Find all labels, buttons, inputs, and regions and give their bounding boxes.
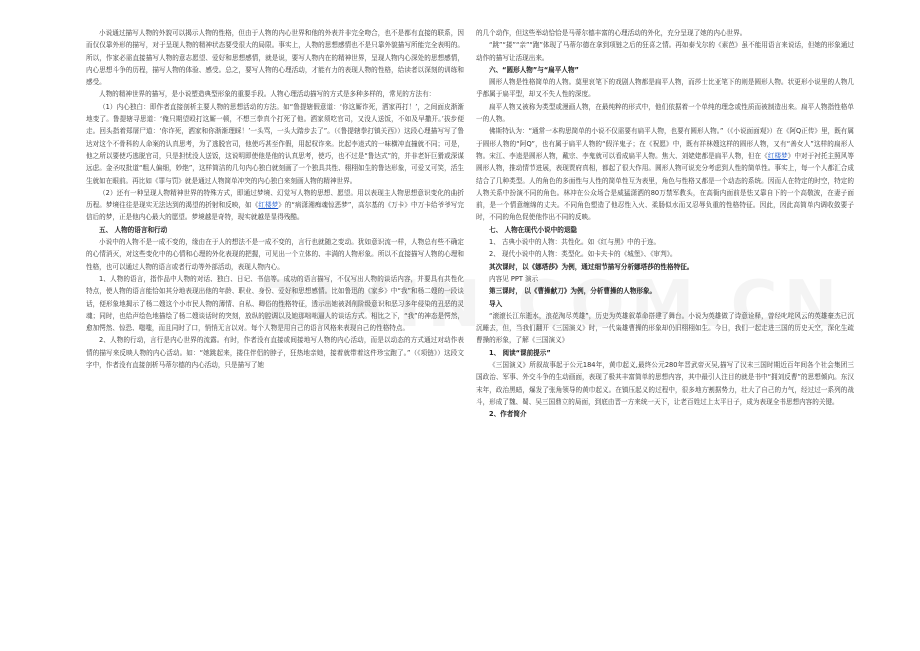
section-heading: 五、 人物的语言和行动 — [99, 225, 168, 234]
section-heading: 六、“圆形人物”与“扁平人物” — [489, 65, 579, 74]
paragraph: 扁平人物又被称为类型或漫画人物，在最纯粹的形式中，他们依据着一个单纯的理念或性质而被制造出来。扁平人物指性格单一的人物。 — [476, 102, 854, 124]
text-run: 佛斯特认为：“通常一本构思简单的小说不仅需要有扁平人物，也要有圆形人物。”（《小说面面观》）在《阿Q正传》里，既有属于圆形人物的“阿Q”，也有属于扁平人物的“假洋鬼子；在《祝愿》中，既有祥林嫂这样的圆形人物，又有“善女人”这样的扁形人物。宋江、李逵是圆形人物，戴宗、李鬼就可以看成扁平人物。焦大、刘姥姥都是扁平人物，但在《 — [476, 127, 854, 160]
lesson-heading: 其次课时，以《娜塔莎》为例，通过细节描写分析娜塔莎的性格特征。 — [489, 262, 694, 271]
right-column — [476, 27, 854, 421]
paragraph: “跳”“搂”“亲”“跑”体现了马蒂尔德在拿到项链之后的狂喜之情。再如泰戈尔的《素芭》虽不能用语言来说话，但她的形象通过动作的描写让活现出来。 — [476, 41, 854, 62]
hongloumeng-link[interactable]: 红楼梦 — [767, 151, 788, 160]
paragraph: 的几个动作，但这些举动恰恰是马蒂尔德丰富的心理活动的外化，充分呈现了她的内心世界。 — [476, 29, 747, 37]
list-item: 2、 现代小说中的人物：类型化。如卡夫卡的《城堡》、《审判》。 — [489, 250, 677, 259]
hongloumeng-link[interactable]: 红楼梦 — [258, 201, 279, 210]
paragraph: 小说中的人物不是一成不变的，缘由在于人的想法不是一成不变的，言行也就随之变动。犹如意识流一样，人物总有些不确定的心情消灭，对这些变化中的心情和心理的外化表现的把握，可见出一个立体的、丰满的人物形象。所以不直接描写人物的心理和性格，也可以通过人物的语言或者行动等外部活动，表现人物内心。 — [86, 238, 464, 271]
list-item: 1、 古典小说中的人物：共性化。如《红与黑》中的于连。 — [489, 238, 661, 247]
left-column — [86, 27, 464, 371]
note: 内容见 PPT 演示 — [489, 274, 539, 283]
subheading: 导入 — [489, 299, 503, 308]
paragraph: 人物的精神世界的描写，是小说塑造典型形象的重要手段。人物心理活动描写的方式是多种多样的，常见的方法有： — [99, 90, 436, 99]
paragraph: 2、人物的行动，言行是内心世界的流露。有时，作者没有直接或间接地写人物的内心活动，而是以动态的方式通过对动作表情的描写来反映人物的内心活动。如：“她跳起来，搂住伴侣的脖子，狂热地亲她，接着就带着这件珍宝跑了。”（《项链》）这段文字中，作者没有直接剖析马蒂尔德的内心活动，只是描写了她 — [86, 336, 464, 370]
paragraph — [86, 187, 464, 224]
paragraph: （1）内心独白：即作者直接剖析主要人物的思想活动的方法。如“鲁提辖假意道：‘你这厮诈死，洒家再打！’，之间面皮渐渐地变了。鲁提辖寻思道：‘俺只期望殴打这厮一顿，不想三拳真个打死了他。洒家须吃官司，又没人送饭，不如及早撒开。’拔步便走。回头指着郑屠尸道：‘你诈死，洒家和你渐渐理睬！’一头骂，一头大踏步去了”。（《鲁提辖拳打镇关西》）这段心理描写写了鲁达对这个不骨科的人命案的认真思考，为了逃脱官司，他使巧甚至作假，用起权诈来。比起李逵式的一味横冲直撞就不同；可是，他之所以要使巧逃脱官司，只是担忧没人送饭，这说明即使他是他的认真思考，使巧，也不过是“鲁达式”的，并非老奸巨猾或深谋远虑。金圣叹批道“粗人偏细，妙绝”，这样简洁的几句内心独白就刻画了一个独具共性、栩栩如生的鲁达形象，可爱又可笑，活生生就如在眼前。再比如《罪与罚》就是通过人物简单冲突的内心独白来刻画人物的精神世界。 — [86, 102, 464, 185]
section-heading: 七、 人物在现代小说中的退隐 — [489, 225, 578, 234]
paragraph: “滚滚长江东逝水，浪花淘尽英雄”，历史为英雄叙革命搭建了舞台。小说为英雄做了诗意诠释，曾经叱咤风云的英雄豪杰已沉沉睡去，但，当我们翻开《三国演义》时，一代枭雄曹操的形象却仍旧栩栩如生。今日，我们一起走进三国的历史天空，深化生疏曹操的形象，了解《三国演义》 — [476, 311, 854, 345]
text-run: 》中对于衬托主照风等圆形人物，推动情节进展，表现贾府真相，都起了很大作用。圆形人物可说充分考虑到人性的简单性。事实上，每一个人都汇合成结合了几种类型。人的角色的多面性与人性的简单性互为表里，角色与性格又都是一个动态的系统。因而人在特定的时空，特定的人物关系中扮演不同的角色。林冲在公众场合是威猛潇洒的80万禁军教头，在高衙内面前是怯又靠自下的一个高敬波，在妻子面前，是一个情意缠绵的丈夫。不同角色塑造了他忍性入火、柔肠似水而又忍辱负重的性格特征。因此，因此高简单内调收敛要子时，不同的角色促使他作出不同的反映。 — [476, 151, 855, 222]
paragraph: 圆形人物是性格简单的人物。莫里哀笔下的戏剧人物都是扁平人物，而莎士比亚笔下的则是圆形人物。状更形小说里的人物几乎都属于扁平型，却又不失人性的深度。 — [476, 78, 854, 99]
paragraph: 1、人物的语言，指作品中人物的对话、独白、日记、书信等。成功的语言描写，不仅写出人物的谈话内容，并要具有共性化特点，使人物的语言能恰如其分地表现出他的年龄、职业、身份、爱好和思想感情。比如鲁迅的《家乡》中“我”和杨二嫂的一段谈话，便形象地揭示了杨二嫂这个小市民人物的薄情、自私、卿俗的性格特征，透示出她被剥削阶级意识和恶习多年侵染的丑恶的灵魂；同时，也给声绘色地描绘了杨二嫂谈话时的突刻，放纵的腔调以及她那咄咄逼人的谈话方式。相比之下，“我”的神态是愕然，愈加愕然、惊恐、嗤嗤，而且同时了口，悄悄无言以对。每个人物是用自己的语言风格来表现自己的性格特点。 — [86, 274, 464, 333]
lesson-heading: 第三课时， 以《曹操献刀》为例，分析曹操的人物形象。 — [489, 287, 657, 296]
paragraph — [476, 125, 854, 223]
paragraph: 《三国演义》所叙故事起于公元184年，黄巾起义,最终公元280年晋武帝灭吴,描写了汉末三国时期近百年间各个社会集团三国政治、军事、外交斗争的生动画面，表现了极其丰富简单的思想内容，其中最引人注目的就是书中“拥刘反曹”的思想倾向。东汉末年，政治黑暗，爆发了张角领导的黄巾起义。在镇压起义的过程中，很多地方割据势力，壮大了自己的力气，经过过一系列的战斗，形成了魏、蜀、吴三国鼎立的局面，到底由晋一方来统一天下，让老百姓过上太平日子，成为表现全书思想内容的关键。 — [476, 361, 854, 406]
subheading: 2、作者简介 — [489, 410, 527, 419]
text-run: （2）还有一种呈现人物精神世界的特殊方式，即通过梦境、幻觉写人物的思想、愿望。用以表现主人物思想意识变化的曲折历程。梦境往往是现实无法达到的渴望的折射和反映，如《 — [86, 188, 464, 210]
subheading: 1、 阅读“课前提示” — [489, 348, 551, 357]
paragraph: 小说通过描写人物的外貌可以揭示人物的性格，但由于人物的内心世界和他的外表并非完全吻合，也不是都有直接的联系，因而仅仅靠外形的描写，对于呈现人物的精神状态要受很大的局限。事实上，人物的思想感情也不是只靠外貌描写所能完全表明的。所以，作家必需直接描写人物的意志愿望、爱好和思想感情，就是说，要写人物内在的精神世界，呈现人物内心深处的思想感情，内心思想斗争的历程，描写人物的体验、感受。总之，要写人物的心理活动，才能有力的表现人物的性格，给读者以深刻的训练和感受。 — [86, 29, 464, 87]
text-run: 》的“病潇湘痴魂惊恶梦”，高尔基的《万卡》中万卡给爷爷写完信后的梦，正是他内心最大的愿望。梦境越是奇特，现实就越是显得残酷。 — [86, 201, 465, 222]
